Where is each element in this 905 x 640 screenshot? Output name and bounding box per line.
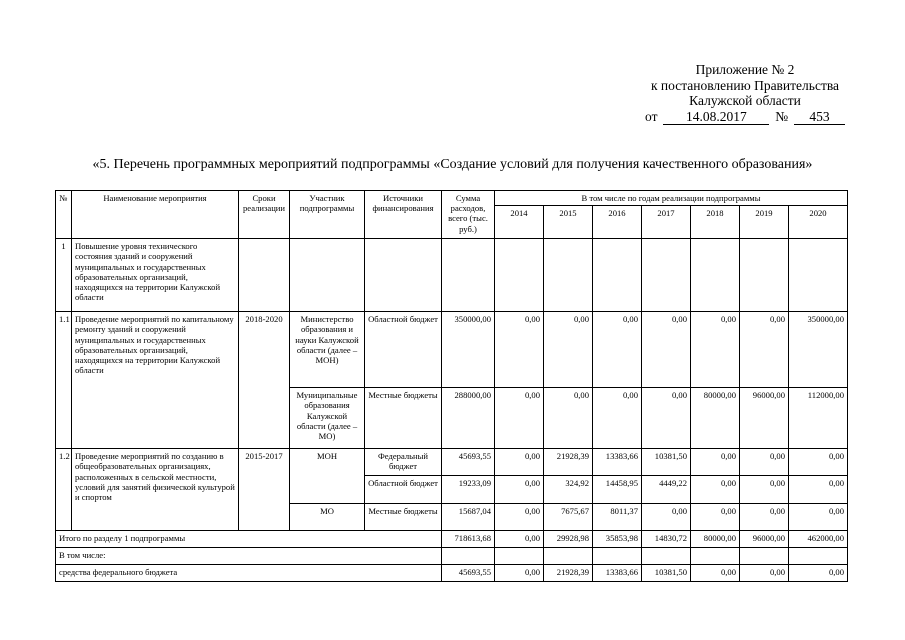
row-value: 112000,00 [789, 388, 848, 449]
total-row [56, 531, 848, 548]
row-value: 7675,67 [544, 504, 593, 531]
resolution-number: 453 [794, 110, 845, 125]
row-value: 0,00 [544, 312, 593, 388]
header-year: 2015 [544, 206, 593, 239]
header-year: 2019 [740, 206, 789, 239]
header-year: 2016 [593, 206, 642, 239]
document-header [645, 62, 845, 125]
total-value: 462000,00 [789, 531, 848, 548]
empty-cell [442, 548, 495, 565]
empty-cell [691, 548, 740, 565]
resolution-date-row [645, 109, 845, 125]
from-label: от [645, 108, 658, 124]
row-value: 0,00 [789, 476, 848, 504]
header-participant: Участник подпрограммы [290, 191, 365, 239]
appendix-label: Приложение № 2 [695, 62, 795, 77]
federal-value: 10381,50 [642, 565, 691, 582]
empty-cell [495, 239, 544, 312]
row-value: 80000,00 [691, 388, 740, 449]
program-activities-table [55, 190, 848, 582]
row-value: 0,00 [789, 449, 848, 476]
row-value: 0,00 [691, 504, 740, 531]
row-value: 13383,66 [593, 449, 642, 476]
row-value: 0,00 [740, 312, 789, 388]
row-value: 96000,00 [740, 388, 789, 449]
empty-cell [642, 239, 691, 312]
row-value: 324,92 [544, 476, 593, 504]
empty-cell [365, 239, 442, 312]
resolution-label: к постановлению Правительства [650, 77, 840, 93]
header-num: № [56, 191, 72, 239]
total-value: 0,00 [495, 531, 544, 548]
row-source: Федеральный бюджет [365, 449, 442, 476]
empty-cell [442, 239, 495, 312]
header-period: Сроки реализации [239, 191, 290, 239]
total-sum: 718613,68 [442, 531, 495, 548]
row-value: 8011,37 [593, 504, 642, 531]
row-period: 2015-2017 [239, 449, 290, 531]
header-year: 2018 [691, 206, 740, 239]
document-title: «5. Перечень программных мероприятий подпрограммы «Создание условий для получения качественного образования» [92, 157, 813, 172]
row-num: 1.1 [56, 312, 72, 449]
row-value: 0,00 [740, 476, 789, 504]
total-value: 35853,98 [593, 531, 642, 548]
table-row [56, 312, 848, 388]
row-num: 1 [56, 239, 72, 312]
table-row [56, 239, 848, 312]
total-value: 80000,00 [691, 531, 740, 548]
empty-cell [740, 239, 789, 312]
header-year: 2020 [789, 206, 848, 239]
row-sum: 19233,09 [442, 476, 495, 504]
empty-cell [239, 239, 290, 312]
empty-cell [544, 548, 593, 565]
empty-cell [593, 239, 642, 312]
row-participant: МОН [290, 449, 365, 504]
row-value: 0,00 [495, 504, 544, 531]
row-name: Проведение мероприятий по капитальному ремонту зданий и сооружений муниципальных и государственных образовательных организаций, находящихся на территории Калужской области [72, 312, 239, 449]
federal-label: средства федерального бюджета [56, 565, 442, 582]
row-value: 0,00 [495, 388, 544, 449]
header-source: Источники финансирования [365, 191, 442, 239]
row-sum: 15687,04 [442, 504, 495, 531]
row-value: 0,00 [495, 476, 544, 504]
row-value: 0,00 [691, 476, 740, 504]
row-value: 0,00 [691, 449, 740, 476]
total-value: 14830,72 [642, 531, 691, 548]
row-num: 1.2 [56, 449, 72, 531]
row-participant: Муниципальные образования Калужской области (далее – МО) [290, 388, 365, 449]
row-value: 4449,22 [642, 476, 691, 504]
row-value: 21928,39 [544, 449, 593, 476]
table-row [56, 449, 848, 476]
federal-value: 0,00 [495, 565, 544, 582]
total-value: 29928,98 [544, 531, 593, 548]
row-value: 0,00 [593, 388, 642, 449]
federal-value: 0,00 [789, 565, 848, 582]
table-header-row [56, 191, 848, 206]
federal-row [56, 565, 848, 582]
empty-cell [290, 239, 365, 312]
row-period: 2018-2020 [239, 312, 290, 449]
header-sum: Сумма расходов, всего (тыс. руб.) [442, 191, 495, 239]
empty-cell [544, 239, 593, 312]
row-value: 0,00 [740, 504, 789, 531]
empty-cell [789, 239, 848, 312]
including-row [56, 548, 848, 565]
federal-value: 21928,39 [544, 565, 593, 582]
federal-value: 0,00 [740, 565, 789, 582]
total-label: Итого по разделу 1 подпрограммы [56, 531, 442, 548]
row-source: Областной бюджет [365, 476, 442, 504]
row-value: 0,00 [495, 449, 544, 476]
header-name: Наименование мероприятия [72, 191, 239, 239]
row-value: 0,00 [691, 312, 740, 388]
row-sum: 350000,00 [442, 312, 495, 388]
row-value: 10381,50 [642, 449, 691, 476]
empty-cell [593, 548, 642, 565]
row-source: Местные бюджеты [365, 504, 442, 531]
empty-cell [789, 548, 848, 565]
row-value: 0,00 [544, 388, 593, 449]
region-label: Калужской области [689, 93, 801, 108]
row-value: 0,00 [495, 312, 544, 388]
row-value: 0,00 [740, 449, 789, 476]
empty-cell [495, 548, 544, 565]
row-sum: 45693,55 [442, 449, 495, 476]
row-value: 0,00 [593, 312, 642, 388]
total-value: 96000,00 [740, 531, 789, 548]
header-year: 2014 [495, 206, 544, 239]
row-participant: Министерство образования и науки Калужской области (далее – МОН) [290, 312, 365, 388]
row-value: 0,00 [642, 388, 691, 449]
header-by-years: В том числе по годам реализации подпрограммы [495, 191, 848, 206]
row-participant: МО [290, 504, 365, 531]
row-value: 0,00 [642, 312, 691, 388]
number-label: № [775, 108, 789, 124]
row-source: Местные бюджеты [365, 388, 442, 449]
empty-cell [740, 548, 789, 565]
row-value: 0,00 [642, 504, 691, 531]
federal-value: 13383,66 [593, 565, 642, 582]
including-label: В том числе: [56, 548, 442, 565]
empty-cell [642, 548, 691, 565]
row-name: Повышение уровня технического состояния зданий и сооружений муниципальных и государственных образовательных организаций, находящихся на территории Калужской области [72, 239, 239, 312]
resolution-date: 14.08.2017 [663, 110, 769, 125]
header-year: 2017 [642, 206, 691, 239]
federal-value: 0,00 [691, 565, 740, 582]
row-source: Областной бюджет [365, 312, 442, 388]
row-value: 14458,95 [593, 476, 642, 504]
empty-cell [691, 239, 740, 312]
federal-sum: 45693,55 [442, 565, 495, 582]
row-sum: 288000,00 [442, 388, 495, 449]
row-name: Проведение мероприятий по созданию в общеобразовательных организациях, расположенных в сельской местности, условий для занятий физической культурой и спортом [72, 449, 239, 531]
row-value: 350000,00 [789, 312, 848, 388]
row-value: 0,00 [789, 504, 848, 531]
